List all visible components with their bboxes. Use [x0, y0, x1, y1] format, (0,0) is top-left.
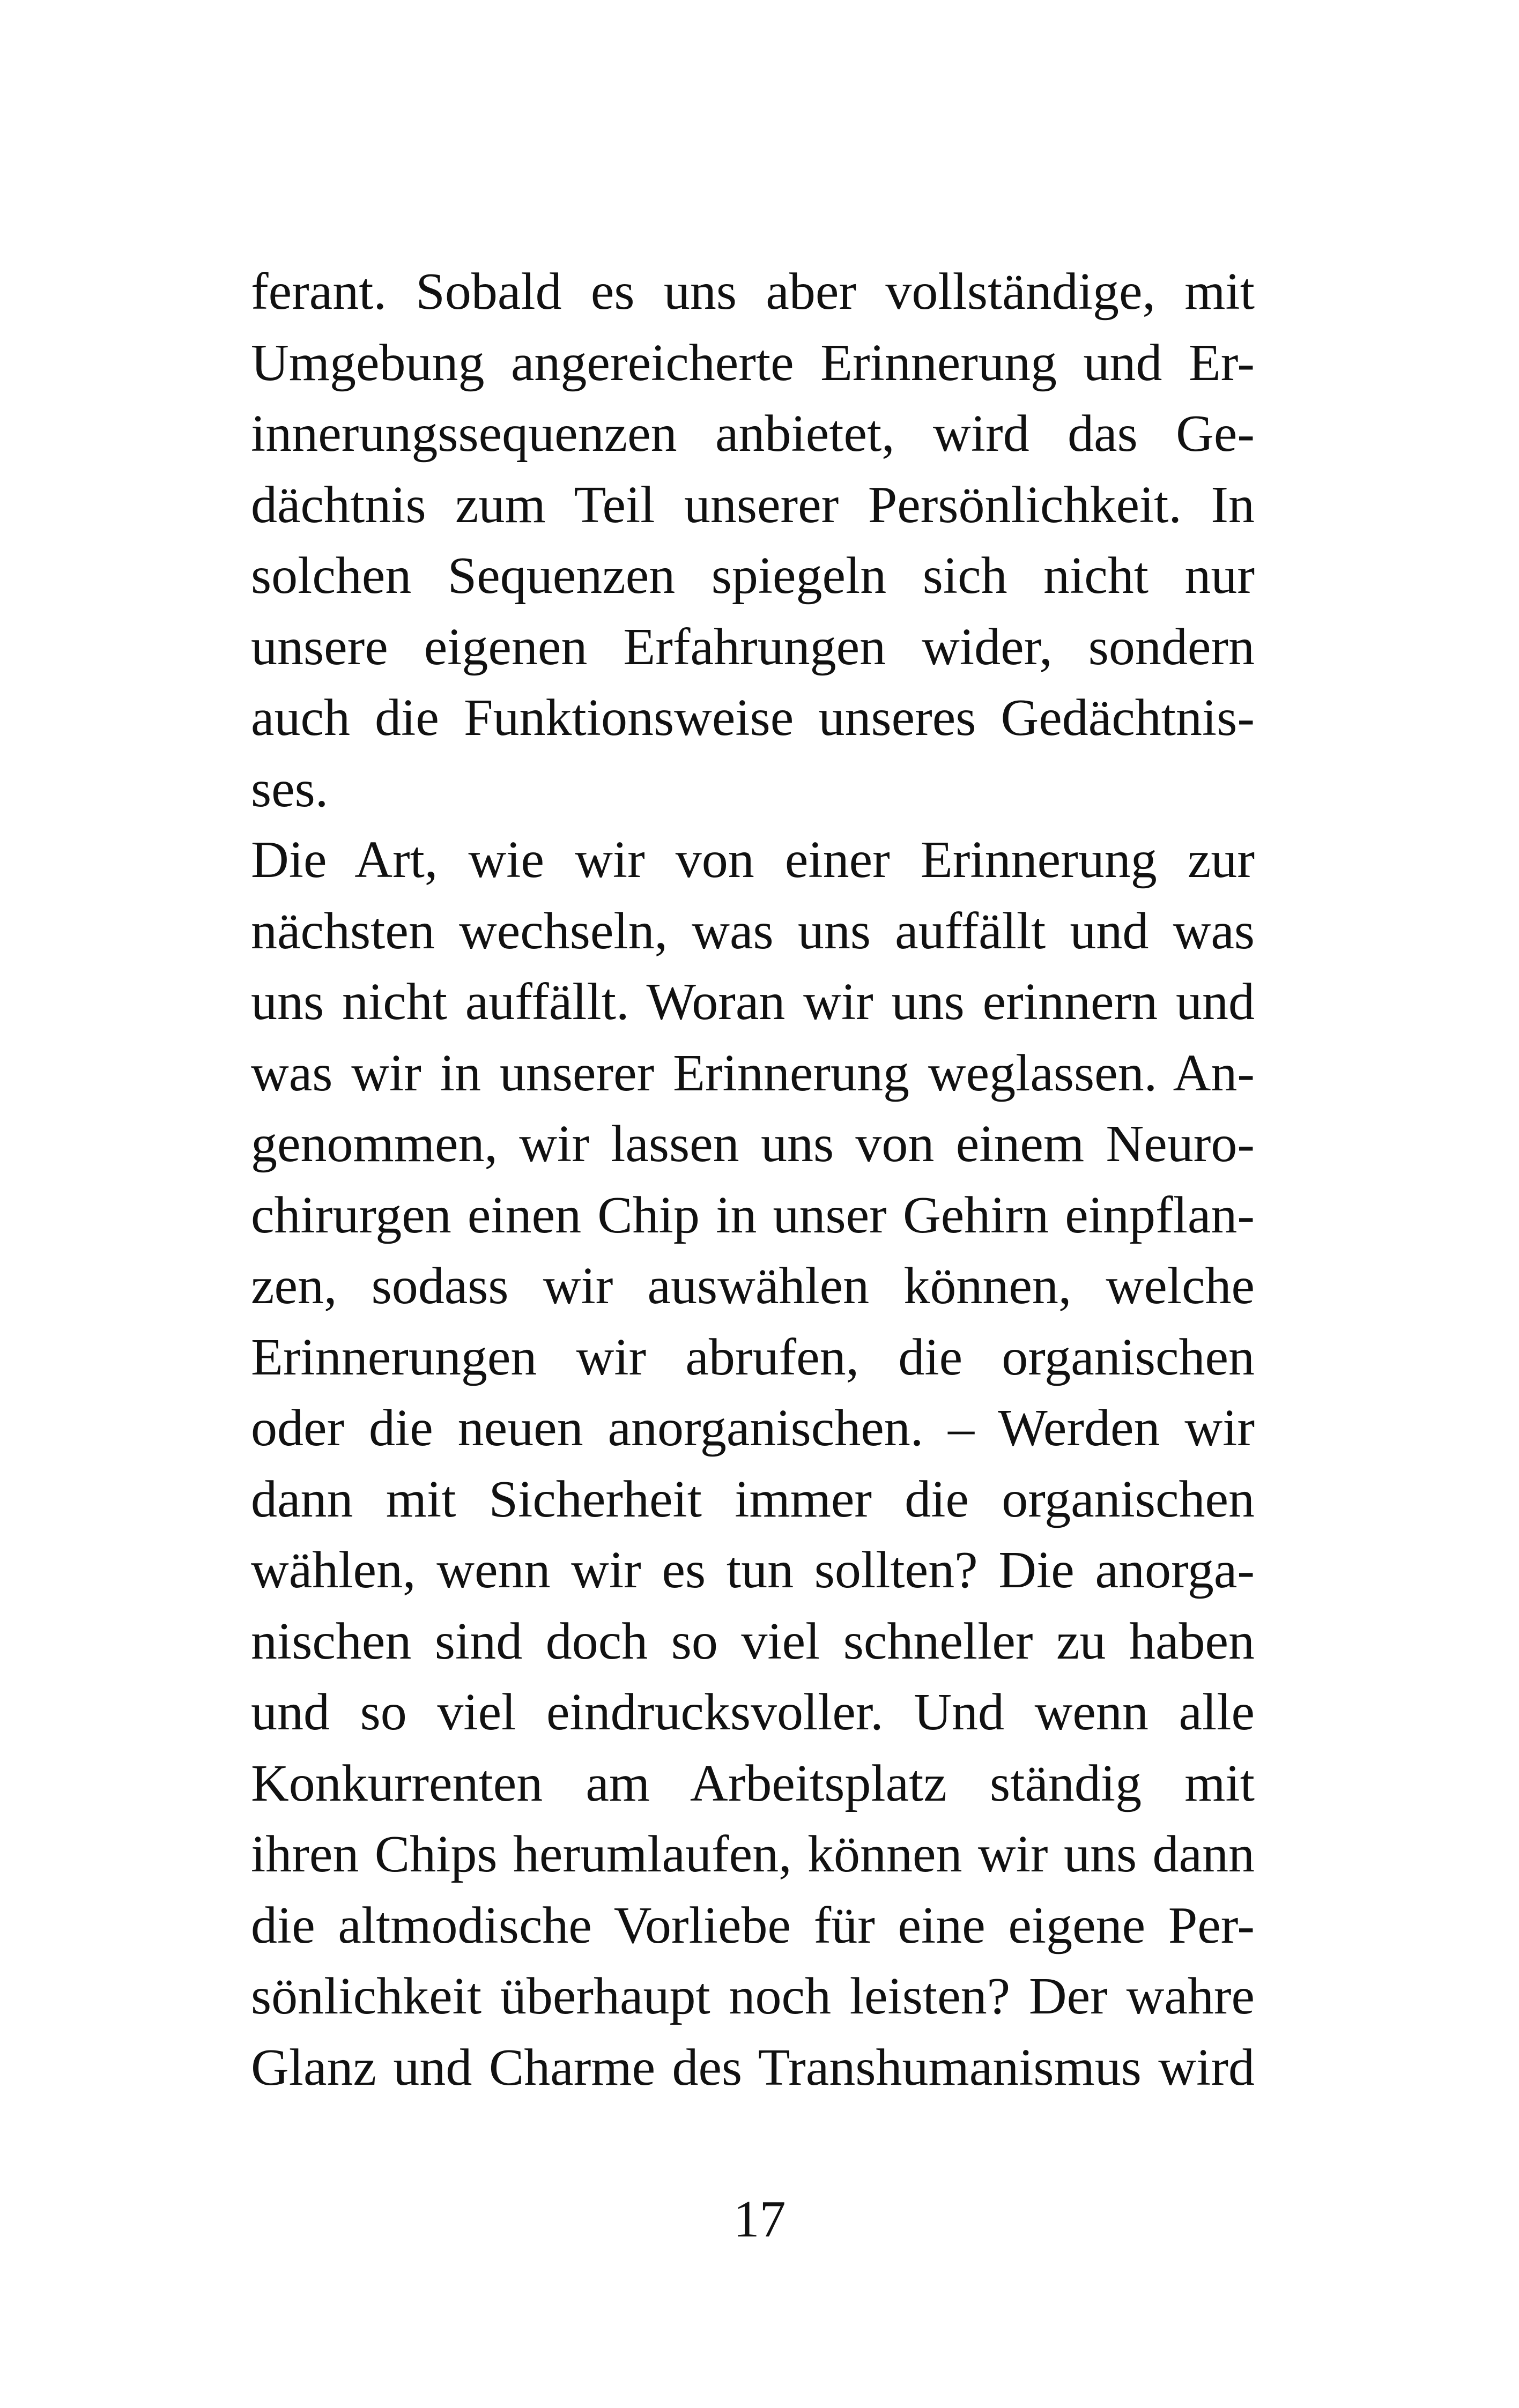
- text-line: nächsten wechseln, was uns auffällt und was: [251, 902, 1255, 960]
- text-line: ihren Chips herumlaufen, können wir uns dann: [251, 1825, 1255, 1883]
- text-line: innerungssequenzen anbietet, wird das Ge-: [251, 405, 1255, 463]
- page-number: 17: [733, 2190, 786, 2248]
- text-line: uns nicht auffällt. Woran wir uns erinnern und: [251, 973, 1255, 1031]
- text-line: unsere eigenen Erfahrungen wider, sondern: [251, 618, 1255, 676]
- text-line: dann mit Sicherheit immer die organischen: [251, 1470, 1255, 1528]
- text-line: Die Art, wie wir von einer Erinnerung zur: [251, 831, 1255, 889]
- text-line: die altmodische Vorliebe für eine eigene Per-: [251, 1896, 1255, 1954]
- text-line: Konkurrenten am Arbeitsplatz ständig mit: [251, 1754, 1255, 1812]
- text-line: oder die neuen anorganischen. – Werden wir: [251, 1399, 1255, 1457]
- text-line: und so viel eindrucksvoller. Und wenn alle: [251, 1683, 1255, 1741]
- text-line: Umgebung angereicherte Erinnerung und Er-: [251, 333, 1255, 392]
- text-line: was wir in unserer Erinnerung weglassen. An-: [251, 1044, 1255, 1102]
- body-text: [251, 256, 1255, 2103]
- text-line: genommen, wir lassen uns von einem Neuro-: [251, 1115, 1255, 1173]
- text-line: auch die Funktionsweise unseres Gedächtnis-: [251, 689, 1255, 747]
- text-line: solchen Sequenzen spiegeln sich nicht nur: [251, 547, 1255, 605]
- text-line: nischen sind doch so viel schneller zu haben: [251, 1612, 1255, 1670]
- text-line: Erinnerungen wir abrufen, die organischen: [251, 1328, 1255, 1386]
- text-line: ses.: [251, 760, 329, 818]
- text-line: wählen, wenn wir es tun sollten? Die anorga-: [251, 1541, 1255, 1599]
- text-line: sönlichkeit überhaupt noch leisten? Der wahre: [251, 1967, 1255, 2025]
- text-line: chirurgen einen Chip in unser Gehirn einpflan-: [251, 1186, 1255, 1244]
- text-line: zen, sodass wir auswählen können, welche: [251, 1257, 1255, 1315]
- text-line: ferant. Sobald es uns aber vollständige, mit: [251, 263, 1255, 321]
- text-line: Glanz und Charme des Transhumanismus wird: [251, 2038, 1255, 2097]
- text-line: dächtnis zum Teil unserer Persönlichkeit. In: [251, 475, 1255, 534]
